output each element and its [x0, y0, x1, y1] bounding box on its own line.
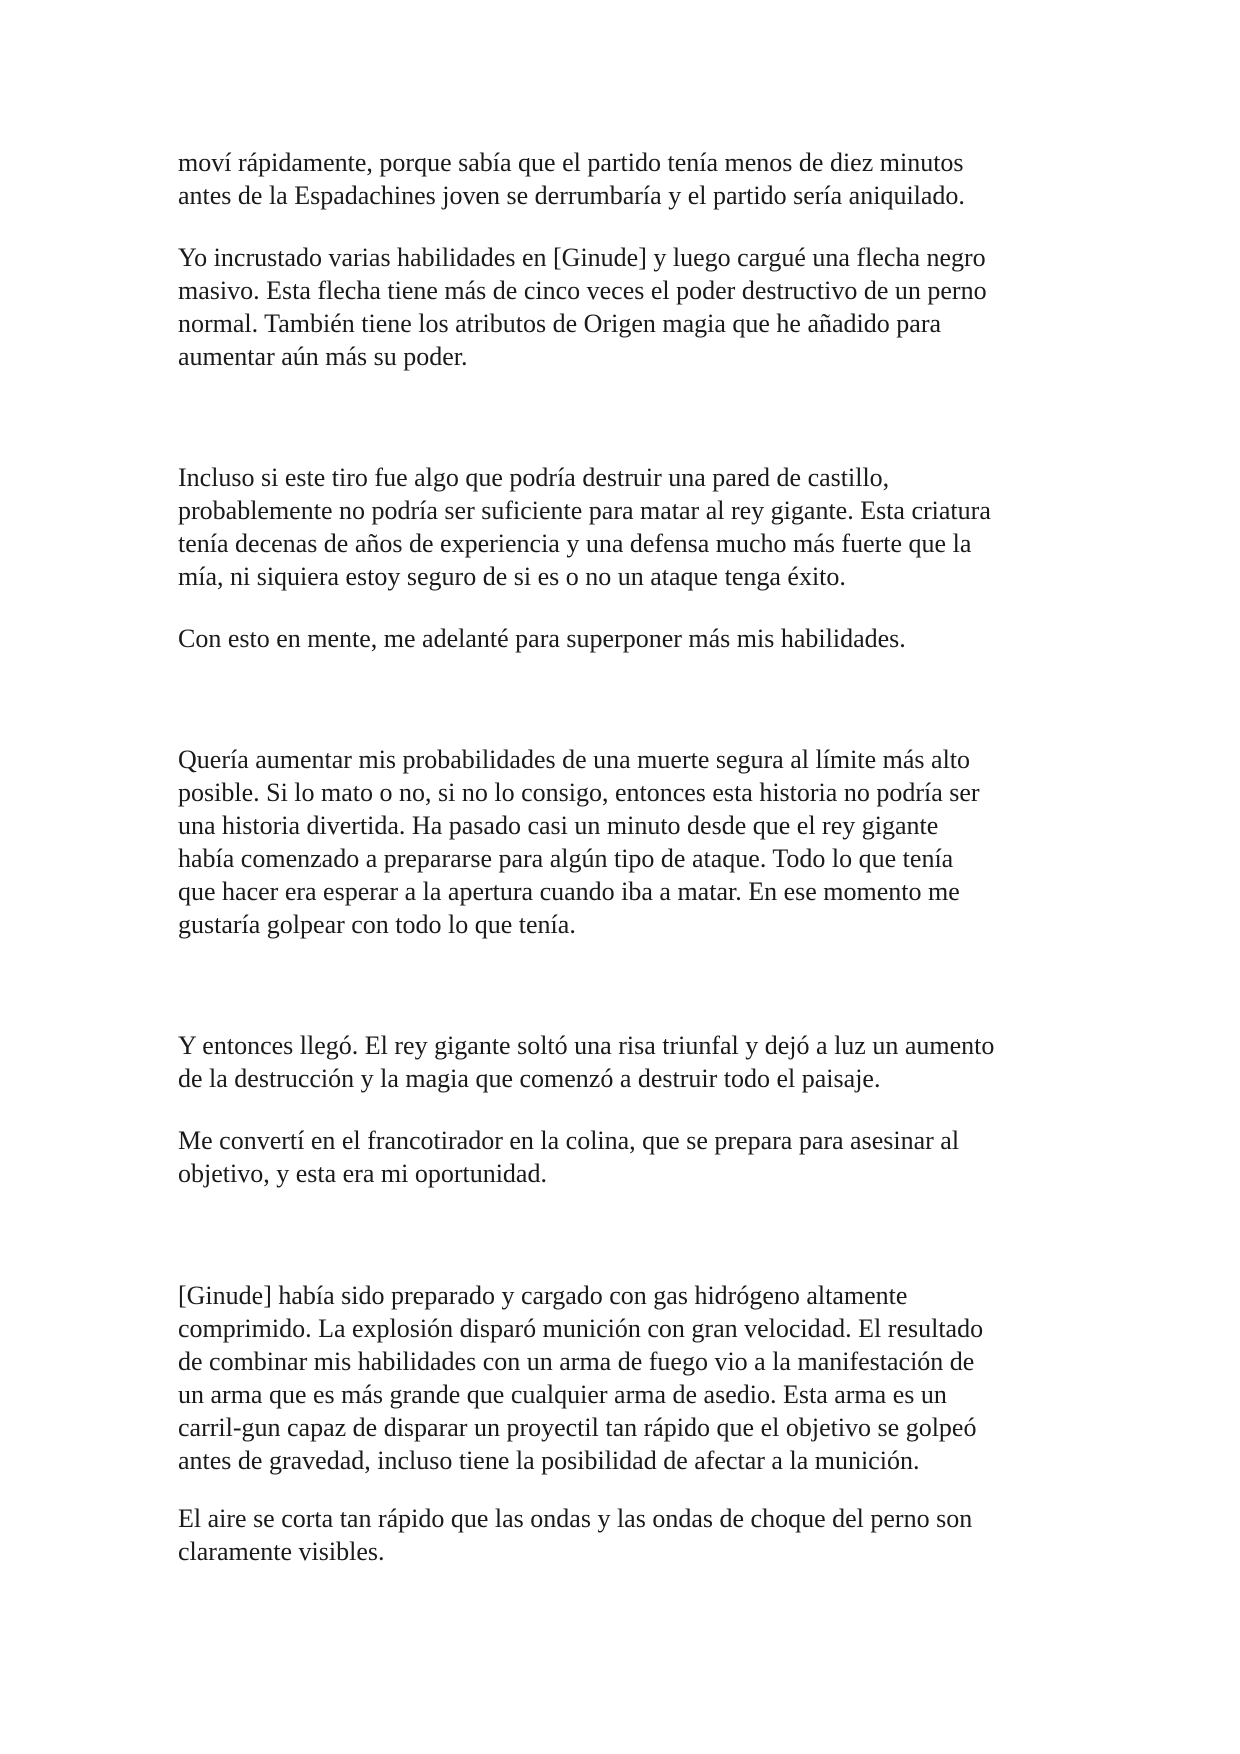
text-line: un arma que es más grande que cualquier arma de asedio. Esta arma es un [178, 1380, 947, 1409]
text-line: objetivo, y esta era mi oportunidad. [178, 1159, 547, 1188]
paragraph-4 [178, 622, 1078, 655]
paragraph-5 [178, 743, 1078, 941]
text-line: antes de gravedad, incluso tiene la posibilidad de afectar a la munición. [178, 1446, 920, 1475]
text-line: Y entonces llegó. El rey gigante soltó una risa triunfal y dejó a luz un aumento [178, 1031, 995, 1060]
text-line: Quería aumentar mis probabilidades de una muerte segura al límite más alto [178, 745, 971, 774]
text-line: Yo incrustado varias habilidades en [Ginude] y luego cargué una flecha negro [178, 243, 986, 272]
text-line: posible. Si lo mato o no, si no lo consigo, entonces esta historia no podría ser [178, 778, 980, 807]
text-line: que hacer era esperar a la apertura cuando iba a matar. En ese momento me [178, 877, 960, 906]
text-line: moví rápidamente, porque sabía que el partido tenía menos de diez minutos [178, 148, 964, 177]
paragraph-9 [178, 1502, 1078, 1568]
text-line: una historia divertida. Ha pasado casi un minuto desde que el rey gigante [178, 811, 939, 840]
paragraph-6 [178, 1029, 1078, 1095]
paragraph-3 [178, 461, 1078, 593]
text-line: comprimido. La explosión disparó munición con gran velocidad. El resultado [178, 1314, 984, 1343]
text-line: El aire se corta tan rápido que las ondas y las ondas de choque del perno son [178, 1504, 973, 1533]
text-line: aumentar aún más su poder. [178, 342, 468, 371]
text-line: mía, ni siquiera estoy seguro de si es o no un ataque tenga éxito. [178, 562, 846, 591]
text-line: gustaría golpear con todo lo que tenía. [178, 910, 576, 939]
text-line: de la destrucción y la magia que comenzó a destruir todo el paisaje. [178, 1064, 881, 1093]
text-line: carril-gun capaz de disparar un proyectil tan rápido que el objetivo se golpeó [178, 1413, 977, 1442]
text-line: tenía decenas de años de experiencia y una defensa mucho más fuerte que la [178, 529, 972, 558]
text-line: Incluso si este tiro fue algo que podría destruir una pared de castillo, [178, 463, 890, 492]
text-line: [Ginude] había sido preparado y cargado con gas hidrógeno altamente [178, 1281, 908, 1310]
paragraph-2 [178, 241, 1078, 373]
text-line: Con esto en mente, me adelanté para superponer más mis habilidades. [178, 624, 906, 653]
text-line: de combinar mis habilidades con un arma de fuego vio a la manifestación de [178, 1347, 975, 1376]
paragraph-1 [178, 146, 1078, 212]
text-line: masivo. Esta flecha tiene más de cinco veces el poder destructivo de un perno [178, 276, 987, 305]
text-line: había comenzado a prepararse para algún tipo de ataque. Todo lo que tenía [178, 844, 954, 873]
paragraph-8 [178, 1279, 1078, 1477]
text-line: antes de la Espadachines joven se derrumbaría y el partido sería aniquilado. [178, 181, 965, 210]
text-line: normal. También tiene los atributos de Origen magia que he añadido para [178, 309, 942, 338]
text-line: claramente visibles. [178, 1537, 385, 1566]
text-line: probablemente no podría ser suficiente para matar al rey gigante. Esta criatura [178, 496, 991, 525]
text-line: Me convertí en el francotirador en la colina, que se prepara para asesinar al [178, 1126, 960, 1155]
paragraph-7 [178, 1124, 1078, 1190]
